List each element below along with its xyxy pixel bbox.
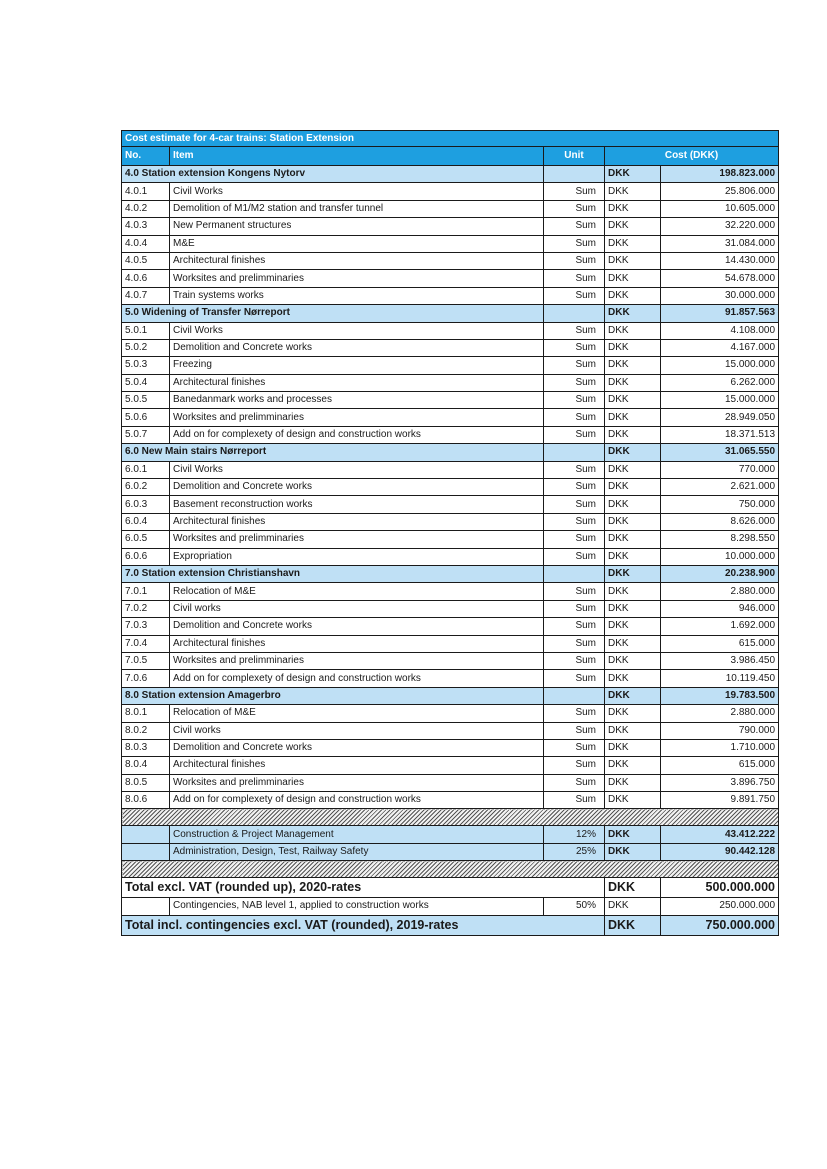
management-row <box>122 843 779 860</box>
row-no: 4.0.5 <box>122 252 170 269</box>
row-amount: 4.108.000 <box>661 322 779 339</box>
section-total: 20.238.900 <box>661 565 779 582</box>
row-item: Worksites and prelimminaries <box>170 409 544 426</box>
row-amount: 615.000 <box>661 757 779 774</box>
table-row <box>122 618 779 635</box>
row-item: Banedanmark works and processes <box>170 392 544 409</box>
row-item: Relocation of M&E <box>170 705 544 722</box>
row-unit: Sum <box>544 183 605 200</box>
row-no: 6.0.5 <box>122 531 170 548</box>
row-currency: DKK <box>605 339 661 356</box>
row-currency: DKK <box>605 600 661 617</box>
section-header-row <box>122 565 779 582</box>
hatched-separator-row <box>122 809 779 826</box>
row-no: 7.0.4 <box>122 635 170 652</box>
contingencies-row <box>122 898 779 915</box>
row-unit: Sum <box>544 461 605 478</box>
table-row <box>122 757 779 774</box>
row-amount: 2.880.000 <box>661 705 779 722</box>
row-no: 4.0.1 <box>122 183 170 200</box>
row-unit: Sum <box>544 618 605 635</box>
table-title: Cost estimate for 4-car trains: Station Extension <box>122 131 779 147</box>
contingencies-amount: 250.000.000 <box>661 898 779 915</box>
row-no: 8.0.5 <box>122 774 170 791</box>
table-row <box>122 183 779 200</box>
row-item: Architectural finishes <box>170 513 544 530</box>
table-row <box>122 322 779 339</box>
header-no: No. <box>122 147 170 166</box>
section-unit-blank <box>544 166 605 183</box>
header-item: Item <box>170 147 544 166</box>
row-unit: Sum <box>544 339 605 356</box>
row-currency: DKK <box>605 583 661 600</box>
table-row <box>122 705 779 722</box>
section-unit-blank <box>544 687 605 704</box>
row-currency: DKK <box>605 479 661 496</box>
section-total: 91.857.563 <box>661 305 779 322</box>
row-item: Worksites and prelimminaries <box>170 531 544 548</box>
row-currency: DKK <box>605 287 661 304</box>
row-item: Demolition and Concrete works <box>170 618 544 635</box>
row-item: Train systems works <box>170 287 544 304</box>
row-unit: Sum <box>544 409 605 426</box>
row-amount: 14.430.000 <box>661 252 779 269</box>
row-amount: 15.000.000 <box>661 392 779 409</box>
row-unit: Sum <box>544 583 605 600</box>
row-no: 7.0.2 <box>122 600 170 617</box>
table-row <box>122 252 779 269</box>
row-no: 7.0.3 <box>122 618 170 635</box>
row-unit: Sum <box>544 792 605 809</box>
row-unit: Sum <box>544 235 605 252</box>
row-currency: DKK <box>605 183 661 200</box>
row-currency: DKK <box>605 705 661 722</box>
management-amount: 43.412.222 <box>661 826 779 843</box>
row-currency: DKK <box>605 218 661 235</box>
row-currency: DKK <box>605 252 661 269</box>
total-excl-currency: DKK <box>605 878 661 898</box>
row-no: 5.0.2 <box>122 339 170 356</box>
row-currency: DKK <box>605 722 661 739</box>
table-row <box>122 374 779 391</box>
row-no: 5.0.4 <box>122 374 170 391</box>
row-currency: DKK <box>605 513 661 530</box>
total-excl-label: Total excl. VAT (rounded up), 2020-rates <box>122 878 605 898</box>
row-currency: DKK <box>605 635 661 652</box>
cost-estimate-sheet <box>121 130 778 936</box>
total-excl-row <box>122 878 779 898</box>
table-row <box>122 461 779 478</box>
row-amount: 6.262.000 <box>661 374 779 391</box>
row-item: Civil works <box>170 600 544 617</box>
header-row <box>122 147 779 166</box>
section-unit-blank <box>544 444 605 461</box>
row-no: 6.0.1 <box>122 461 170 478</box>
row-no: 4.0.4 <box>122 235 170 252</box>
row-no: 4.0.3 <box>122 218 170 235</box>
hatched-separator <box>122 861 779 878</box>
row-no: 7.0.6 <box>122 670 170 687</box>
row-item: Worksites and prelimminaries <box>170 270 544 287</box>
table-row <box>122 235 779 252</box>
row-item: Architectural finishes <box>170 374 544 391</box>
row-unit: Sum <box>544 774 605 791</box>
row-amount: 32.220.000 <box>661 218 779 235</box>
row-unit: Sum <box>544 218 605 235</box>
row-unit: Sum <box>544 322 605 339</box>
row-unit: Sum <box>544 374 605 391</box>
row-currency: DKK <box>605 496 661 513</box>
row-item: Demolition of M1/M2 station and transfer tunnel <box>170 200 544 217</box>
row-amount: 10.119.450 <box>661 670 779 687</box>
row-amount: 2.880.000 <box>661 583 779 600</box>
row-amount: 3.896.750 <box>661 774 779 791</box>
row-amount: 10.000.000 <box>661 548 779 565</box>
row-unit: Sum <box>544 392 605 409</box>
row-item: Civil Works <box>170 461 544 478</box>
row-unit: Sum <box>544 739 605 756</box>
row-unit: Sum <box>544 722 605 739</box>
row-currency: DKK <box>605 670 661 687</box>
section-title: 7.0 Station extension Christianshavn <box>122 565 544 582</box>
table-row <box>122 287 779 304</box>
row-currency: DKK <box>605 426 661 443</box>
row-no: 8.0.1 <box>122 705 170 722</box>
row-currency: DKK <box>605 374 661 391</box>
table-row <box>122 531 779 548</box>
table-row <box>122 357 779 374</box>
row-currency: DKK <box>605 461 661 478</box>
row-currency: DKK <box>605 322 661 339</box>
table-row <box>122 392 779 409</box>
row-item: New Permanent structures <box>170 218 544 235</box>
row-amount: 30.000.000 <box>661 287 779 304</box>
contingencies-no-blank <box>122 898 170 915</box>
section-header-row <box>122 444 779 461</box>
section-unit-blank <box>544 305 605 322</box>
row-unit: Sum <box>544 513 605 530</box>
management-unit: 25% <box>544 843 605 860</box>
row-amount: 9.891.750 <box>661 792 779 809</box>
row-item: Basement reconstruction works <box>170 496 544 513</box>
row-no: 5.0.5 <box>122 392 170 409</box>
table-row <box>122 200 779 217</box>
section-header-row <box>122 687 779 704</box>
row-no: 7.0.1 <box>122 583 170 600</box>
row-item: Expropriation <box>170 548 544 565</box>
row-no: 6.0.3 <box>122 496 170 513</box>
row-amount: 54.678.000 <box>661 270 779 287</box>
row-unit: Sum <box>544 670 605 687</box>
row-item: Civil Works <box>170 322 544 339</box>
row-unit: Sum <box>544 548 605 565</box>
table-row <box>122 218 779 235</box>
table-row <box>122 652 779 669</box>
section-title: 4.0 Station extension Kongens Nytorv <box>122 166 544 183</box>
row-currency: DKK <box>605 235 661 252</box>
row-amount: 31.084.000 <box>661 235 779 252</box>
management-currency: DKK <box>605 826 661 843</box>
row-currency: DKK <box>605 774 661 791</box>
section-currency: DKK <box>605 565 661 582</box>
row-item: Civil works <box>170 722 544 739</box>
table-row <box>122 792 779 809</box>
row-no: 8.0.3 <box>122 739 170 756</box>
row-unit: Sum <box>544 252 605 269</box>
row-amount: 4.167.000 <box>661 339 779 356</box>
row-currency: DKK <box>605 548 661 565</box>
management-no-blank <box>122 843 170 860</box>
row-currency: DKK <box>605 392 661 409</box>
row-currency: DKK <box>605 270 661 287</box>
row-item: Architectural finishes <box>170 635 544 652</box>
total-incl-row <box>122 915 779 935</box>
row-currency: DKK <box>605 792 661 809</box>
row-item: Civil Works <box>170 183 544 200</box>
section-total: 31.065.550 <box>661 444 779 461</box>
management-item: Administration, Design, Test, Railway Safety <box>170 843 544 860</box>
row-amount: 8.298.550 <box>661 531 779 548</box>
table-row <box>122 548 779 565</box>
table-row <box>122 426 779 443</box>
row-item: Add on for complexety of design and construction works <box>170 426 544 443</box>
row-item: Demolition and Concrete works <box>170 479 544 496</box>
row-currency: DKK <box>605 200 661 217</box>
row-unit: Sum <box>544 357 605 374</box>
table-row <box>122 600 779 617</box>
row-amount: 3.986.450 <box>661 652 779 669</box>
table-row <box>122 774 779 791</box>
table-row <box>122 513 779 530</box>
row-item: Add on for complexety of design and construction works <box>170 792 544 809</box>
row-no: 6.0.4 <box>122 513 170 530</box>
table-row <box>122 722 779 739</box>
row-amount: 8.626.000 <box>661 513 779 530</box>
section-currency: DKK <box>605 166 661 183</box>
table-row <box>122 496 779 513</box>
table-row <box>122 479 779 496</box>
row-no: 5.0.1 <box>122 322 170 339</box>
header-unit: Unit <box>544 147 605 166</box>
table-row <box>122 635 779 652</box>
row-amount: 790.000 <box>661 722 779 739</box>
row-item: Architectural finishes <box>170 757 544 774</box>
row-currency: DKK <box>605 652 661 669</box>
row-amount: 25.806.000 <box>661 183 779 200</box>
section-currency: DKK <box>605 444 661 461</box>
row-amount: 1.710.000 <box>661 739 779 756</box>
section-title: 8.0 Station extension Amagerbro <box>122 687 544 704</box>
total-incl-currency: DKK <box>605 915 661 935</box>
table-row <box>122 583 779 600</box>
hatched-separator-row <box>122 861 779 878</box>
row-currency: DKK <box>605 757 661 774</box>
row-unit: Sum <box>544 287 605 304</box>
row-no: 4.0.6 <box>122 270 170 287</box>
table-row <box>122 339 779 356</box>
cost-estimate-table <box>121 130 779 936</box>
section-total: 19.783.500 <box>661 687 779 704</box>
row-unit: Sum <box>544 531 605 548</box>
row-unit: Sum <box>544 270 605 287</box>
row-item: Architectural finishes <box>170 252 544 269</box>
row-currency: DKK <box>605 409 661 426</box>
row-no: 6.0.6 <box>122 548 170 565</box>
contingencies-unit: 50% <box>544 898 605 915</box>
row-unit: Sum <box>544 496 605 513</box>
row-currency: DKK <box>605 739 661 756</box>
section-currency: DKK <box>605 687 661 704</box>
row-amount: 946.000 <box>661 600 779 617</box>
row-unit: Sum <box>544 705 605 722</box>
hatched-separator <box>122 809 779 826</box>
table-title-row <box>122 131 779 147</box>
row-amount: 28.949.050 <box>661 409 779 426</box>
total-incl-label: Total incl. contingencies excl. VAT (rounded), 2019-rates <box>122 915 605 935</box>
table-row <box>122 670 779 687</box>
row-item: M&E <box>170 235 544 252</box>
row-currency: DKK <box>605 618 661 635</box>
row-no: 7.0.5 <box>122 652 170 669</box>
row-amount: 15.000.000 <box>661 357 779 374</box>
row-no: 5.0.3 <box>122 357 170 374</box>
row-item: Worksites and prelimminaries <box>170 774 544 791</box>
row-no: 4.0.2 <box>122 200 170 217</box>
row-item: Demolition and Concrete works <box>170 739 544 756</box>
row-unit: Sum <box>544 200 605 217</box>
row-no: 8.0.6 <box>122 792 170 809</box>
management-no-blank <box>122 826 170 843</box>
section-currency: DKK <box>605 305 661 322</box>
row-item: Relocation of M&E <box>170 583 544 600</box>
management-row <box>122 826 779 843</box>
row-no: 5.0.7 <box>122 426 170 443</box>
row-item: Worksites and prelimminaries <box>170 652 544 669</box>
row-amount: 1.692.000 <box>661 618 779 635</box>
row-amount: 10.605.000 <box>661 200 779 217</box>
row-item: Demolition and Concrete works <box>170 339 544 356</box>
row-unit: Sum <box>544 426 605 443</box>
table-row <box>122 739 779 756</box>
row-no: 4.0.7 <box>122 287 170 304</box>
row-unit: Sum <box>544 652 605 669</box>
row-currency: DKK <box>605 357 661 374</box>
row-amount: 2.621.000 <box>661 479 779 496</box>
row-amount: 770.000 <box>661 461 779 478</box>
section-header-row <box>122 305 779 322</box>
management-amount: 90.442.128 <box>661 843 779 860</box>
total-excl-amount: 500.000.000 <box>661 878 779 898</box>
section-header-row <box>122 166 779 183</box>
row-unit: Sum <box>544 757 605 774</box>
row-no: 6.0.2 <box>122 479 170 496</box>
row-amount: 750.000 <box>661 496 779 513</box>
row-amount: 615.000 <box>661 635 779 652</box>
header-cost: Cost (DKK) <box>605 147 779 166</box>
contingencies-item: Contingencies, NAB level 1, applied to construction works <box>170 898 544 915</box>
section-total: 198.823.000 <box>661 166 779 183</box>
section-unit-blank <box>544 565 605 582</box>
section-title: 5.0 Widening of Transfer Nørreport <box>122 305 544 322</box>
row-unit: Sum <box>544 635 605 652</box>
row-no: 5.0.6 <box>122 409 170 426</box>
management-currency: DKK <box>605 843 661 860</box>
section-title: 6.0 New Main stairs Nørreport <box>122 444 544 461</box>
contingencies-currency: DKK <box>605 898 661 915</box>
row-unit: Sum <box>544 600 605 617</box>
total-incl-amount: 750.000.000 <box>661 915 779 935</box>
row-item: Freezing <box>170 357 544 374</box>
row-no: 8.0.2 <box>122 722 170 739</box>
row-currency: DKK <box>605 531 661 548</box>
table-row <box>122 409 779 426</box>
row-item: Add on for complexety of design and construction works <box>170 670 544 687</box>
management-unit: 12% <box>544 826 605 843</box>
row-no: 8.0.4 <box>122 757 170 774</box>
management-item: Construction & Project Management <box>170 826 544 843</box>
table-row <box>122 270 779 287</box>
row-amount: 18.371.513 <box>661 426 779 443</box>
row-unit: Sum <box>544 479 605 496</box>
